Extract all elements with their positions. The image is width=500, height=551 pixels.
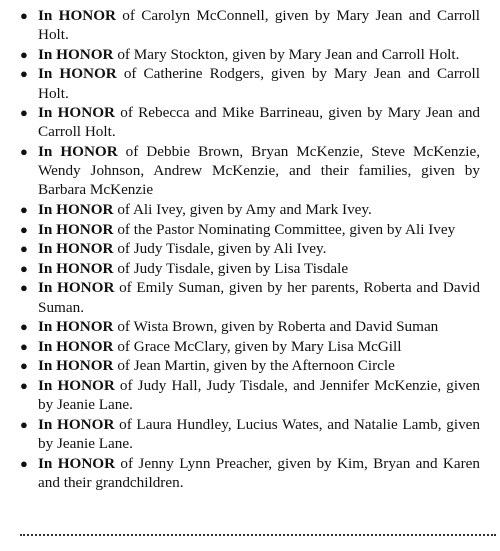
honor-lead: In HONOR [38,200,114,218]
honor-lead: In HONOR [38,220,114,238]
honor-text: of Jean Martin, given by the Afternoon Circle [113,357,395,375]
honor-text: of Judy Hall, Judy Tisdale, and Jennifer McKenzie, given by Jeanie Lane. [38,376,480,414]
honor-lead: In HONOR [38,279,115,297]
bullet-icon: ● [20,338,28,354]
honor-text: of the Pastor Nominating Committee, given by Ali Ivey [113,220,456,238]
honor-lead: In HONOR [38,259,114,277]
honor-text: of Judy Tisdale, given by Ali Ivey. [113,240,327,258]
honor-lead: In HONOR [38,454,116,472]
honor-text: of Carolyn McConnell, given by Mary Jean and Carroll Holt. [38,7,480,44]
honor-item [20,200,480,219]
honor-item [20,317,480,336]
honor-item [20,6,480,44]
honor-lead: In HONOR [38,142,118,160]
bullet-icon: ● [20,280,28,296]
honor-item [20,376,480,414]
bullet-icon: ● [20,201,28,217]
bullet-icon: ● [20,46,28,62]
bullet-icon: ● [20,319,28,335]
honor-document [0,6,500,492]
honor-item [20,45,480,64]
honor-text: of Debbie Brown, Bryan McKenzie, Steve McKenzie, Wendy Johnson, Andrew McKenzie, and their families, given by Barbara McKenzie [38,142,480,199]
bullet-icon: ● [20,8,28,23]
honor-lead: In HONOR [38,65,117,83]
bullet-icon: ● [20,143,28,159]
honor-text: of Ali Ivey, given by Amy and Mark Ivey. [113,200,372,218]
bullet-icon: ● [20,221,28,237]
bullet-icon: ● [20,105,28,121]
honor-lead: In HONOR [38,357,114,375]
honor-lead: In HONOR [38,337,114,355]
dotted-divider [20,534,496,536]
honor-item [20,259,480,278]
honor-text: of Rebecca and Mike Barrineau, given by Mary Jean and Carroll Holt. [38,104,481,141]
honor-item [20,103,481,141]
bullet-icon: ● [20,66,28,82]
honor-lead: In HONOR [38,7,117,24]
honor-lead: In HONOR [38,104,115,122]
honor-item [20,142,480,200]
honor-item [20,356,480,375]
bullet-icon: ● [20,241,28,257]
bullet-icon: ● [20,455,28,471]
honor-lead: In HONOR [38,45,114,63]
honor-item [20,239,480,258]
honor-item [20,415,481,453]
honor-lead: In HONOR [38,415,115,433]
bullet-icon: ● [20,260,28,276]
honor-item [20,454,480,492]
honor-list [0,6,500,492]
honor-lead: In HONOR [38,376,115,394]
honor-text: of Mary Stockton, given by Mary Jean and Carroll Holt. [113,45,460,63]
honor-text: of Grace McClary, given by Mary Lisa McGill [113,337,402,355]
honor-lead: In HONOR [38,318,114,336]
honor-text: of Wista Brown, given by Roberta and David Suman [113,318,439,336]
bullet-icon: ● [20,358,28,374]
honor-text: of Jenny Lynn Preacher, given by Kim, Bryan and Karen and their grandchildren. [38,454,480,491]
honor-text: of Laura Hundley, Lucius Wates, and Natalie Lamb, given by Jeanie Lane. [38,415,481,452]
honor-item [20,278,480,316]
honor-text: of Catherine Rodgers, given by Mary Jean and Carroll Holt. [38,65,480,102]
bullet-icon: ● [20,377,28,393]
bullet-icon: ● [20,416,28,432]
honor-text: of Emily Suman, given by her parents, Roberta and David Suman. [38,279,480,316]
honor-text: of Judy Tisdale, given by Lisa Tisdale [113,259,349,277]
honor-item [20,337,480,356]
honor-item [20,64,480,102]
honor-lead: In HONOR [38,240,114,258]
honor-item [20,220,480,239]
